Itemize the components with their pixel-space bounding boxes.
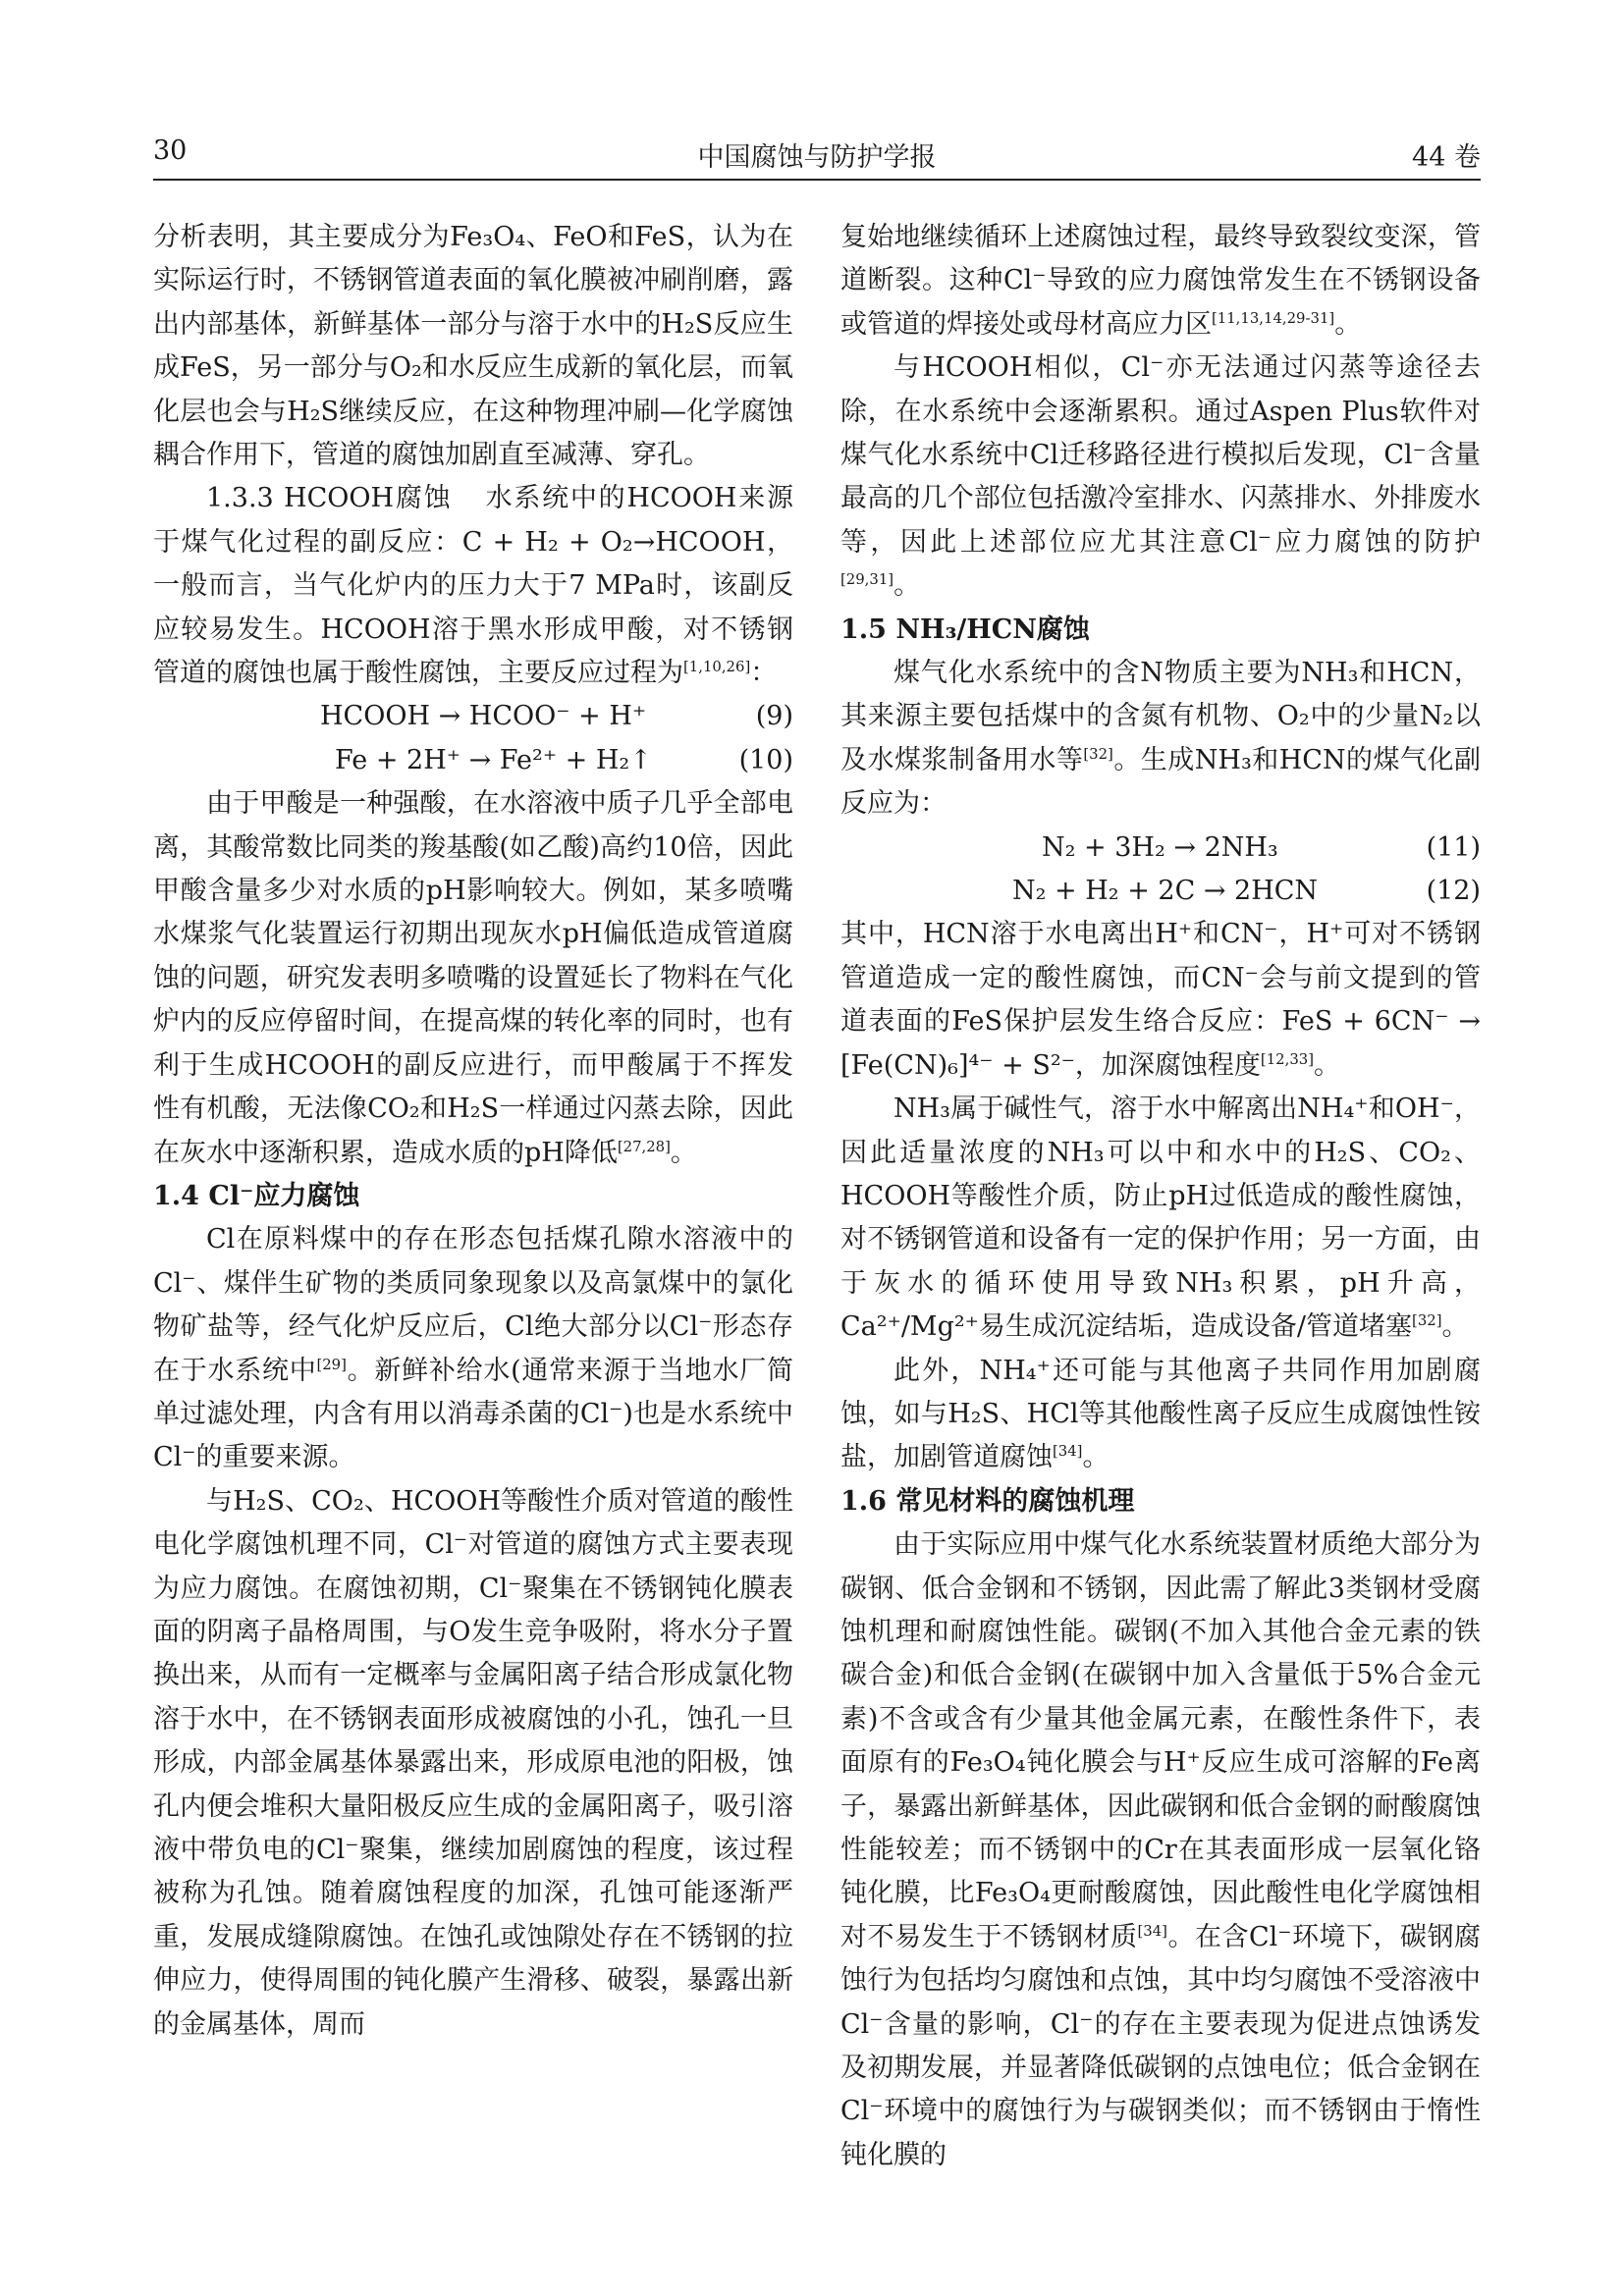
citation: [12,33] [1260, 1049, 1314, 1068]
citation: [34] [1137, 1921, 1167, 1940]
equation-12 [840, 870, 1481, 913]
paragraph: 与H₂S、CO₂、HCOOH等酸性介质对管道的酸性电化学腐蚀机理不同，Cl⁻对管道的腐蚀方式主要表现为应力腐蚀。在腐蚀初期，Cl⁻聚集在不锈钢钝化膜表面的阴离子晶格周围，与O发生竞争吸附，将水分子置换出来，从而有一定概率与金属阳离子结合形成氯化物溶于水中，在不锈钢表面形成被腐蚀的小孔，蚀孔一旦形成，内部金属基体暴露出来，形成原电池的阳极，蚀孔内便会堆积大量阳极反应生成的金属阳离子，吸引溶液中带负电的Cl⁻聚集，继续加剧腐蚀的程度，该过程被称为孔蚀。随着腐蚀程度的加深，孔蚀可能逐渐严重，发展成缝隙腐蚀。在蚀孔或蚀隙处存在不锈钢的拉伸应力，使得周围的钝化膜产生滑移、破裂，暴露出新的金属基体，周而 [153, 1485, 793, 2040]
section-title-1-5: 1.5 NH₃/HCN腐蚀 [840, 614, 1090, 645]
section-title-1-6: 1.6 常见材料的腐蚀机理 [840, 1485, 1135, 1517]
paragraph: 由于甲酸是一种强酸，在水溶液中质子几乎全部电离，其酸常数比同类的羧基酸(如乙酸)高约10倍，因此甲酸含量多少对水质的pH影响较大。例如，某多喷嘴水煤浆气化装置运行初期出现灰水pH偏低造成管道腐蚀的问题，研究发表明多喷嘴的设置延长了物料在气化炉内的反应停留时间，在提高煤的转化率的同时，也有利于生成HCOOH的副反应进行，而甲酸属于不挥发性有机酸，无法像CO₂和H₂S一样通过闪蒸去除，因此在灰水中逐渐积累，造成水质的pH降低[27,28]。 [153, 788, 793, 1168]
journal-title: 中国腐蚀与防护学报 [697, 142, 937, 173]
citation: [32] [1083, 744, 1113, 763]
citation: [29] [316, 1355, 347, 1373]
section-title-1-4: 1.4 Cl⁻应力腐蚀 [153, 1180, 360, 1211]
paragraph: 煤气化水系统中的含N物质主要为NH₃和HCN，其来源主要包括煤中的含氮有机物、O₂中的少量N₂以及水煤浆制备用水等[32]。生成NH₃和HCN的煤气化副反应为： [840, 658, 1481, 820]
citation: [11,13,14,29-31] [1212, 308, 1335, 327]
equation-11 [840, 827, 1481, 870]
citation: [29,31] [840, 570, 894, 589]
volume-label: 44 卷 [1412, 142, 1481, 173]
page-header [153, 135, 1481, 175]
paragraph: 复始地继续循环上述腐蚀过程，最终导致裂纹变深，管道断裂。这种Cl⁻导致的应力腐蚀常发生在不锈钢设备或管道的焊接处或母材高应力区[11,13,14,29-31]。 [840, 222, 1481, 340]
equation-9 [153, 695, 793, 738]
subsection-1-3-3: 1.3.3 HCOOH腐蚀 水系统中的HCOOH来源于煤气化过程的副反应：C + H₂ + O₂→HCOOH，一般而言，当气化炉内的压力大于7 MPa时，该副反应较易发生。HCOOH溶于黑水形成甲酸，对不锈钢管道的腐蚀也属于酸性腐蚀，主要反应过程为[1,10,26]： [153, 483, 793, 689]
paragraph: 分析表明，其主要成分为Fe₃O₄、FeO和FeS，认为在实际运行时，不锈钢管道表面的氧化膜被冲刷削磨，露出内部基体，新鲜基体一部分与溶于水中的H₂S反应生成FeS，另一部分与O₂和水反应生成新的氧化层，而氧化层也会与H₂S继续反应，在这种物理冲刷—化学腐蚀耦合作用下，管道的腐蚀加剧直至减薄、穿孔。 [153, 222, 793, 471]
citation: [32] [1412, 1311, 1442, 1330]
paragraph: 此外，NH₄⁺还可能与其他离子共同作用加剧腐蚀，如与H₂S、HCl等其他酸性离子反应生成腐蚀性铵盐，加剧管道腐蚀[34]。 [840, 1355, 1481, 1473]
equation-number: (11) [1426, 831, 1481, 863]
paragraph: Cl在原料煤中的存在形态包括煤孔隙水溶液中的Cl⁻、煤伴生矿物的类质同象现象以及高氯煤中的氯化物矿盐等，经气化炉反应后，Cl绝大部分以Cl⁻形态存在于水系统中[29]。新鲜补给水(通常来源于当地水厂简单过滤处理，内含有用以消毒杀菌的Cl⁻)也是水系统中Cl⁻的重要来源。 [153, 1224, 793, 1473]
equation-number: (12) [1426, 876, 1481, 907]
equation-expression: N₂ + H₂ + 2C → 2HCN [1012, 876, 1319, 907]
paragraph: NH₃属于碱性气，溶于水中解离出NH₄⁺和OH⁻，因此适量浓度的NH₃可以中和水中的H₂S、CO₂、HCOOH等酸性介质，防止pH过低造成的酸性腐蚀，对不锈钢管道和设备有一定的保护作用；另一方面，由于灰水的循环使用导致NH₃积累，pH升高，Ca²⁺/Mg²⁺易生成沉淀结垢，造成设备/管道堵塞[32]。 [840, 1094, 1481, 1343]
left-column [153, 216, 793, 2047]
citation: [27,28] [617, 1137, 671, 1155]
equation-expression: HCOOH → HCOO⁻ + H⁺ [320, 701, 647, 732]
paragraph: 其中，HCN溶于水电离出H⁺和CN⁻，H⁺可对不锈钢管道造成一定的酸性腐蚀，而CN⁻会与前文提到的管道表面的FeS保护层发生络合反应：FeS + 6CN⁻ → [Fe(CN)₆]⁴⁻ + S²⁻，加深腐蚀程度[12,33]。 [840, 919, 1481, 1081]
equation-expression: N₂ + 3H₂ → 2NH₃ [1042, 831, 1278, 863]
citation: [34] [1053, 1442, 1083, 1461]
header-rule [153, 179, 1481, 181]
paragraph: 由于实际应用中煤气化水系统装置材质绝大部分为碳钢、低合金钢和不锈钢，因此需了解此3类钢材受腐蚀机理和耐腐蚀性能。碳钢(不加入其他合金元素的铁碳合金)和低合金钢(在碳钢中加入含量低于5%合金元素)不含或含有少量其他金属元素，在酸性条件下，表面原有的Fe₃O₄钝化膜会与H⁺反应生成可溶解的Fe离子，暴露出新鲜基体，因此碳钢和低合金钢的耐酸腐蚀性能较差；而不锈钢中的Cr在其表面形成一层氧化铬钝化膜，比Fe₃O₄更耐酸腐蚀，因此酸性电化学腐蚀相对不易发生于不锈钢材质[34]。在含Cl⁻环境下，碳钢腐蚀行为包括均匀腐蚀和点蚀，其中均匀腐蚀不受溶液中Cl⁻含量的影响，Cl⁻的存在主要表现为促进点蚀诱发及初期发展，并显著降低碳钢的点蚀电位；低合金钢在Cl⁻环境中的腐蚀行为与碳钢类似；而不锈钢由于惰性钝化膜的 [840, 1529, 1481, 2170]
right-column [840, 216, 1481, 2177]
equation-10 [153, 739, 793, 782]
equation-expression: Fe + 2H⁺ → Fe²⁺ + H₂↑ [335, 744, 652, 775]
paragraph: 与HCOOH相似，Cl⁻亦无法通过闪蒸等途径去除，在水系统中会逐渐累积。通过Aspen Plus软件对煤气化水系统中Cl迁移路径进行模拟后发现，Cl⁻含量最高的几个部位包括激冷室排水、闪蒸排水、外排废水等，因此上述部位应尤其注意Cl⁻应力腐蚀的防护[29,31]。 [840, 352, 1481, 602]
equation-number: (9) [755, 701, 793, 732]
equation-number: (10) [738, 744, 793, 775]
page-number: 30 [153, 135, 188, 166]
subsection-title: 1.3.3 HCOOH腐蚀 [206, 483, 453, 514]
citation: [1,10,26] [683, 658, 751, 676]
